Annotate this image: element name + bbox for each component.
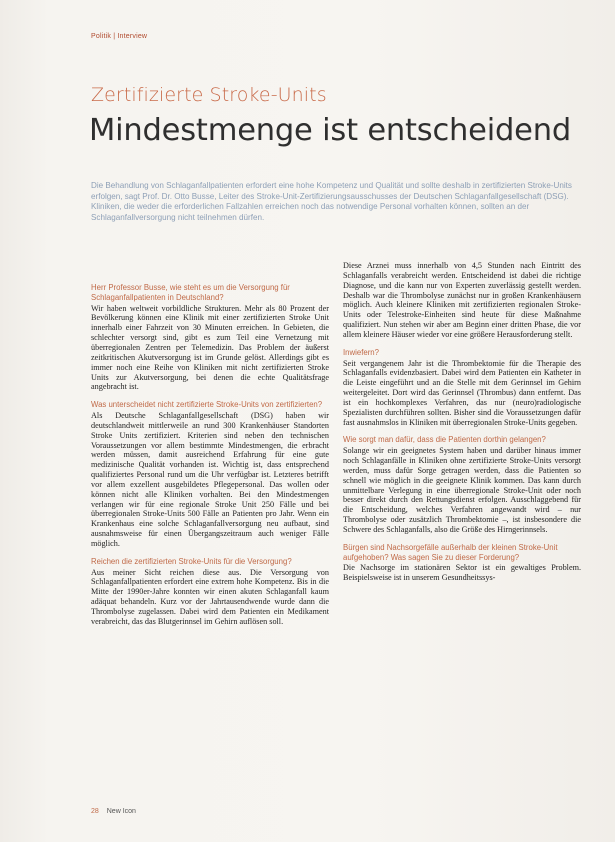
- answer: Als Deutsche Schlaganfallgesellschaft (DSG) haben wir deutschlandweit mittlerweile an rund 300 Krankenhäuser Standorten Stroke Units zertifiziert. Kriterien sind neben den technischen Voraussetzungen vor allem bestimmte Mindestmengen, die erbracht werden müssen, damit ausreichend Erfahrung für eine gute medizinische Qualität vorhanden ist. Wichtig ist, dass entsprechend qualifiziertes Personal rund um die Uhr verfügbar ist. Letzteres betrifft vor allem exzellent ausgebildetes Pflegepersonal. Das wollen oder können nicht alle Kliniken vorhalten. Bei den Mindestmengen verlangen wir für eine regionale Stroke Unit 250 Fälle und bei überregionalen Stroke-Units 500 Fälle an Patienten pro Jahr. Wenn ein Krankenhaus eine solche Schlaganfallversorgung neu aufbaut, sind ausnahmsweise für einen Übergangszeitraum auch weniger Fälle möglich.: [91, 410, 329, 548]
- question: Bürgen sind Nachsorgefälle außerhalb der kleinen Stroke-Unit aufgehoben? Was sagen Sie zu dieser Forderung?: [343, 542, 558, 562]
- headline: Mindestmenge ist entscheidend: [89, 113, 572, 148]
- question: Reichen die zertifizierten Stroke-Units für die Versorgung?: [91, 556, 292, 566]
- page-number: 28: [91, 808, 99, 815]
- page-footer: [91, 808, 136, 815]
- answer: Wir haben weltweit vorbildliche Strukturen. Mehr als 80 Prozent der Bevölkerung können eine Klinik mit einer zertifizierten Stroke Unit innerhalb einer Fahrzeit von 30 Minuten erreichen. In Gebieten, die schlechter versorgt sind, gibt es zum Teil eine Vernetzung mit überregionalen Zentren per Telemedizin. Das Problem der äußerst zeitkritischen Akutversorgung ist im Grunde gelöst. Allerdings gibt es immer noch eine Reihe von Kliniken mit nicht zertifizierten Stroke Units zur Akutversorgung, bei denen die echte Qualitätsfrage angebracht ist.: [91, 303, 329, 392]
- right-column: [343, 261, 581, 583]
- answer: Solange wir ein geeignetes System haben und darüber hinaus immer noch Schlaganfälle in Kliniken ohne zertifizierte Stroke-Units versorgt werden, muss dafür Sorge getragen werden, dass die Patienten so schnell wie möglich in die geeignete Klinik kommen. Das kann durch unmittelbare Verlegung in eine überregionale Stroke-Unit oder noch besser direkt durch den Rettungsdienst erfolgen. Ausschlaggebend für die Entscheidung, welches Verfahren angewandt wird – nur Thrombolyse oder zusätzlich Thrombektomie –, ist insbesondere die Schwere des Schlaganfalls, also die Größe des Hirngerinnsels.: [343, 446, 581, 534]
- answer: Die Nachsorge im stationären Sektor ist ein gewaltiges Problem. Beispielsweise ist in unserem Gesundheitssys-: [343, 563, 581, 583]
- kicker: Zertifizierte Stroke-Units: [91, 84, 327, 106]
- answer: Seit vergangenem Jahr ist die Thrombektomie für die Therapie des Schlaganfalls evidenzbasiert. Dabei wird dem Patienten ein Katheter in die Leiste eingeführt und an die Stelle mit dem Gerinnsel im Gehirn weitergeleitet. Dort wird das Gerinnsel (Thrombus) dann entfernt. Das ist ein hochkomplexes Verfahren, das nur (neuro)radiologische Spezialisten durchführen sollten. Bisher sind die Voraussetzungen dafür fast ausnahmslos in Kliniken mit überregionalen Stroke-Units gegeben.: [343, 358, 581, 427]
- answer: Diese Arznei muss innerhalb von 4,5 Stunden nach Eintritt des Schlaganfalls verabreicht werden. Entscheidend ist dabei die richtige Diagnose, und die kann nur von Experten zuverlässig gestellt werden. Deshalb war die Thrombolyse zunächst nur in großen Krankenhäusern möglich. Auch kleinere Kliniken mit zertifizierten regionalen Stroke-Units oder Telestroke-Einheiten sind heute für diese Maßnahme qualifiziert. Nun stehen wir aber am Beginn einer dritten Phase, die vor allem kleinere Häuser wieder vor eine größere Herausforderung stellt.: [343, 261, 581, 339]
- section-label: Politik | Interview: [91, 33, 148, 40]
- question: Inwiefern?: [343, 347, 379, 357]
- answer: Aus meiner Sicht reichen diese aus. Die Versorgung von Schlaganfallpatienten erfordert eine extrem hohe Kompetenz. Bis in die Mitte der 1990er-Jahre konnten wir einen akuten Schlaganfall kaum adäquat behandeln. Kurz vor der Jahrtausendwende wurde dann die Thrombolyse zugelassen. Dabei wird dem Patienten ein Medikament verabreicht, das das Blutgerinnsel im Gehirn auflösen soll.: [91, 567, 329, 626]
- question: Wie sorgt man dafür, dass die Patienten dorthin gelangen?: [343, 435, 546, 445]
- question: Was unterscheidet nicht zertifizierte Stroke-Units von zertifizierten?: [91, 400, 323, 410]
- footer-label: New Icon: [106, 808, 136, 815]
- lead-paragraph: Die Behandlung von Schlaganfallpatienten erfordert eine hohe Kompetenz und Qualität und sollte deshalb in zertifizierten Stroke-Units erfolgen, sagt Prof. Dr. Otto Busse, Leiter des Stroke-Unit-Zertifizierungsausschusses der Deutschen Schlaganfallgesellschaft (DSG). Kliniken, die weder die erforderlichen Fallzahlen erreichen noch das notwendige Personal vorhalten können, sollten an der Schlaganfallversorgung nicht teilnehmen dürfen.: [91, 181, 572, 222]
- left-column: [91, 283, 329, 627]
- question: Herr Professor Busse, wie steht es um die Versorgung für Schlaganfallpatienten in Deutschland?: [91, 283, 290, 302]
